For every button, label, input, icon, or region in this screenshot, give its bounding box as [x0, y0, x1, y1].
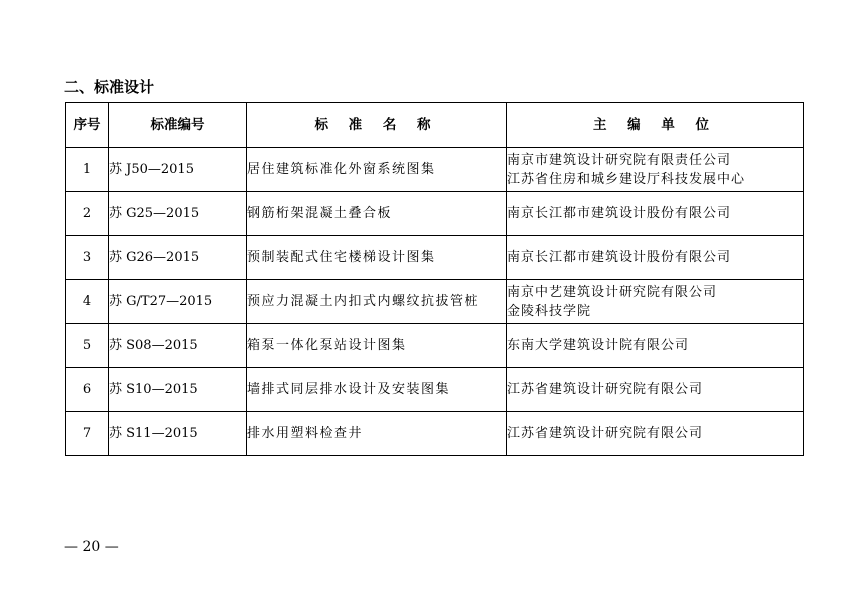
- cell-name: 预制装配式住宅楼梯设计图集: [247, 236, 507, 280]
- cell-unit: [507, 324, 804, 368]
- cell-code: 苏 S11—2015: [109, 412, 247, 456]
- cell-code: 苏 S08—2015: [109, 324, 247, 368]
- section-title: 二、标准设计: [64, 78, 155, 96]
- unit-line: 南京中艺建筑设计研究院有限公司: [507, 284, 718, 300]
- header-code: 标准编号: [109, 103, 247, 148]
- table-row: [66, 324, 804, 368]
- cell-seq: 2: [66, 192, 109, 236]
- cell-unit: [507, 236, 804, 280]
- cell-unit: [507, 280, 804, 324]
- cell-unit: [507, 192, 804, 236]
- cell-unit: [507, 368, 804, 412]
- unit-line: 南京市建筑设计研究院有限责任公司: [507, 152, 732, 168]
- cell-name: 居住建筑标准化外窗系统图集: [247, 148, 507, 192]
- cell-code: 苏 G25—2015: [109, 192, 247, 236]
- unit-line: 江苏省建筑设计研究院有限公司: [507, 426, 704, 441]
- table-row: [66, 280, 804, 324]
- table-row: [66, 412, 804, 456]
- cell-name: 排水用塑料检查井: [247, 412, 507, 456]
- table-row: [66, 192, 804, 236]
- cell-code: 苏 G/T27—2015: [109, 280, 247, 324]
- cell-unit: [507, 148, 804, 192]
- unit-line: 江苏省建筑设计研究院有限公司: [507, 382, 704, 397]
- unit-line: 东南大学建筑设计院有限公司: [507, 338, 690, 353]
- cell-unit: [507, 412, 804, 456]
- cell-code: 苏 S10—2015: [109, 368, 247, 412]
- standards-table: [65, 102, 804, 456]
- unit-line: 金陵科技学院: [507, 303, 592, 319]
- cell-code: 苏 J50—2015: [109, 148, 247, 192]
- cell-seq: 5: [66, 324, 109, 368]
- table-row: [66, 368, 804, 412]
- cell-seq: 3: [66, 236, 109, 280]
- table-row: [66, 236, 804, 280]
- cell-name: 墙排式同层排水设计及安装图集: [247, 368, 507, 412]
- cell-seq: 4: [66, 280, 109, 324]
- cell-name: 预应力混凝土内扣式内螺纹抗拔管桩: [247, 280, 507, 324]
- header-seq: 序号: [66, 103, 109, 148]
- cell-code: 苏 G26—2015: [109, 236, 247, 280]
- unit-line: 南京长江都市建筑设计股份有限公司: [507, 206, 732, 221]
- page-number: — 20 —: [64, 539, 119, 555]
- unit-line: 江苏省住房和城乡建设厅科技发展中心: [507, 171, 746, 187]
- unit-line: 南京长江都市建筑设计股份有限公司: [507, 250, 732, 265]
- cell-seq: 6: [66, 368, 109, 412]
- table-row: [66, 148, 804, 192]
- cell-name: 箱泵一体化泵站设计图集: [247, 324, 507, 368]
- cell-seq: 1: [66, 148, 109, 192]
- cell-name: 钢筋桁架混凝土叠合板: [247, 192, 507, 236]
- header-name: 标 准 名 称: [247, 103, 507, 148]
- table-header-row: [66, 103, 804, 148]
- cell-seq: 7: [66, 412, 109, 456]
- header-unit: 主 编 单 位: [507, 103, 804, 148]
